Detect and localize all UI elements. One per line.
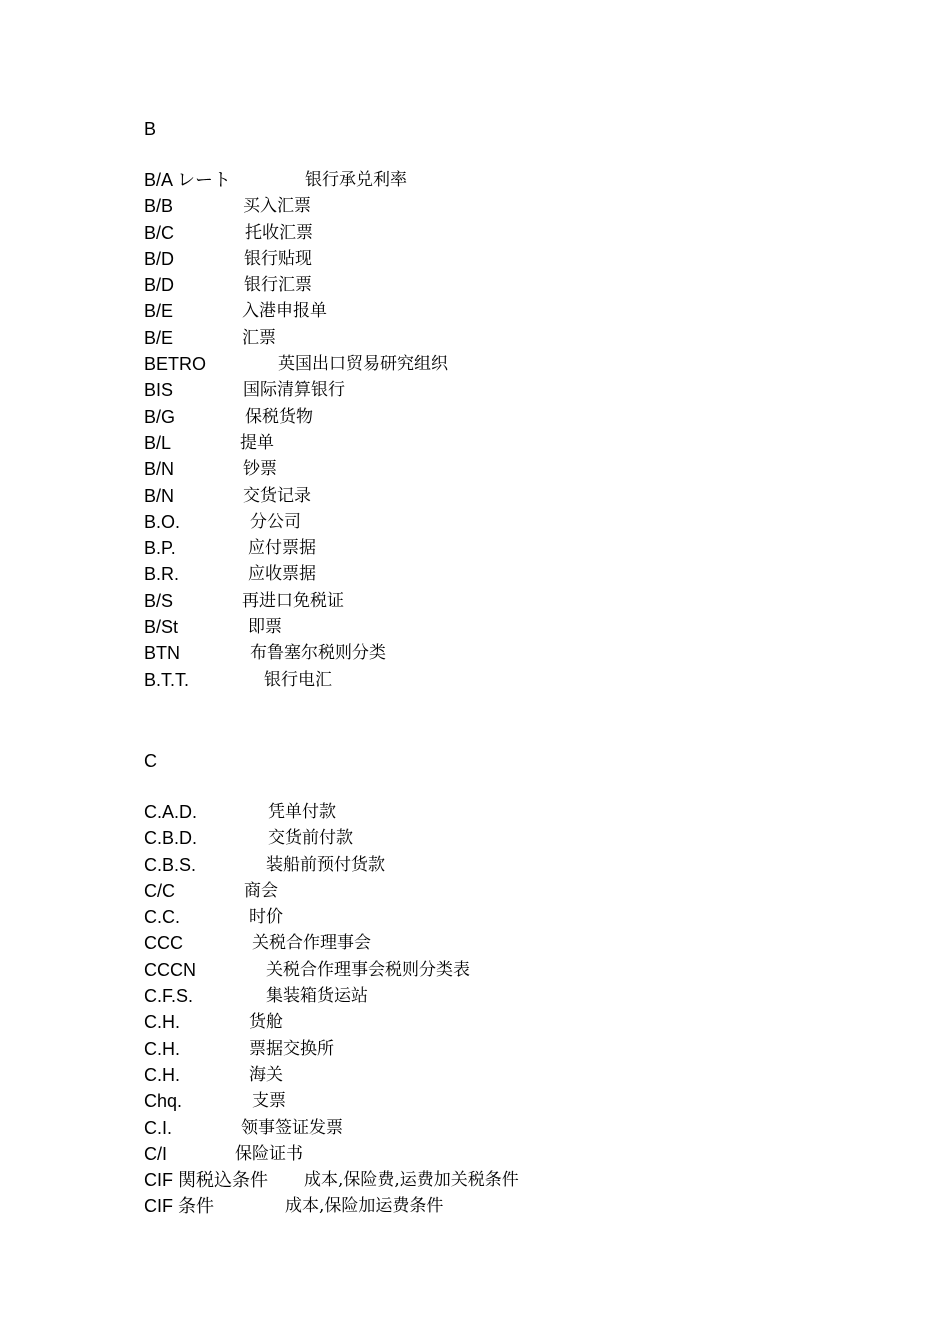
term: Chq. <box>144 1091 183 1112</box>
list-item <box>144 1009 844 1035</box>
meaning: 银行承兑利率 <box>305 170 407 190</box>
list-item <box>144 167 844 193</box>
list-item <box>144 325 844 351</box>
meaning: 再进口免税证 <box>242 590 344 611</box>
list-item <box>144 456 844 482</box>
meaning: 国际清算银行 <box>243 380 345 401</box>
list-item <box>144 614 844 640</box>
list-item <box>144 430 844 456</box>
term: B.P. <box>144 538 176 559</box>
meaning: 布鲁塞尔税则分类 <box>250 643 386 664</box>
term: B.T.T. <box>144 669 190 690</box>
list-item <box>144 878 844 904</box>
meaning: 海关 <box>249 1064 283 1085</box>
meaning: 成本,保险加运费条件 <box>285 1196 444 1217</box>
list-item <box>144 404 844 430</box>
list-item <box>144 193 844 219</box>
term: C.I. <box>144 1117 173 1138</box>
meaning: 交货前付款 <box>268 828 353 849</box>
list-item <box>144 220 844 246</box>
term: B/B <box>144 196 174 217</box>
term: B/E <box>144 327 174 348</box>
term: B/S <box>144 590 174 611</box>
list-item <box>144 272 844 298</box>
list-item <box>144 509 844 535</box>
term: CCCN <box>144 959 196 980</box>
meaning: 入港申报单 <box>242 301 327 322</box>
list-item <box>144 825 844 851</box>
term: B/G <box>144 406 176 427</box>
meaning: 装船前预付货款 <box>266 854 385 875</box>
meaning: 应付票据 <box>248 538 316 559</box>
list-item <box>144 483 844 509</box>
list-item <box>144 852 844 878</box>
list-item <box>144 561 844 587</box>
term: B.O. <box>144 511 181 532</box>
term: B/C <box>144 222 175 243</box>
term: B/St <box>144 617 179 638</box>
term: C.H. <box>144 1038 180 1059</box>
list-item <box>144 588 844 614</box>
list-item <box>144 1062 844 1088</box>
meaning: 支票 <box>252 1091 286 1112</box>
list-item <box>144 640 844 666</box>
section-c <box>144 748 844 1220</box>
term: BTN <box>144 643 180 664</box>
list-item <box>144 799 844 825</box>
list-item <box>144 298 844 324</box>
term: CCC <box>144 933 183 954</box>
meaning: 货舱 <box>249 1012 283 1033</box>
term: C.A.D. <box>144 802 198 822</box>
meaning: 分公司 <box>250 511 301 532</box>
term: B/N <box>144 459 175 480</box>
term: BETRO <box>144 354 207 375</box>
meaning: 保险证书 <box>235 1143 303 1164</box>
term: C/C <box>144 880 175 901</box>
term: CIF 条件 <box>144 1196 214 1217</box>
meaning: 领事签证发票 <box>241 1117 343 1138</box>
meaning: 凭单付款 <box>268 802 336 822</box>
term: C.F.S. <box>144 986 194 1007</box>
meaning: 保税货物 <box>245 406 313 427</box>
meaning: 汇票 <box>242 327 276 348</box>
meaning: 即票 <box>248 617 282 638</box>
list-item <box>144 1088 844 1114</box>
list-item <box>144 1141 844 1167</box>
term: B.R. <box>144 564 180 585</box>
meaning: 关税合作理事会税则分类表 <box>266 959 470 980</box>
section-letter: B <box>144 119 157 139</box>
term: B/E <box>144 301 174 322</box>
term: C.B.D. <box>144 828 198 849</box>
meaning: 钞票 <box>243 459 277 480</box>
term: B/L <box>144 432 172 453</box>
list-item <box>144 1036 844 1062</box>
term: B/A レート <box>144 170 232 190</box>
list-item <box>144 351 844 377</box>
meaning: 银行贴现 <box>244 248 312 269</box>
list-item <box>144 1167 844 1193</box>
list-item <box>144 930 844 956</box>
meaning: 集装箱货运站 <box>266 986 368 1007</box>
meaning: 商会 <box>244 880 278 901</box>
term: C/I <box>144 1143 168 1164</box>
term: BIS <box>144 380 174 401</box>
meaning: 托收汇票 <box>245 222 313 243</box>
meaning: 英国出口贸易研究组织 <box>278 354 448 375</box>
meaning: 票据交换所 <box>249 1038 334 1059</box>
list-item <box>144 983 844 1009</box>
section-letter: C <box>144 751 157 771</box>
list-item <box>144 246 844 272</box>
list-item <box>144 904 844 930</box>
term: C.B.S. <box>144 854 197 875</box>
list-item <box>144 957 844 983</box>
meaning: 买入汇票 <box>243 196 311 217</box>
list-item <box>144 377 844 403</box>
section-b <box>144 116 844 693</box>
term: B/N <box>144 485 175 506</box>
meaning: 应收票据 <box>248 564 316 585</box>
meaning: 交货记录 <box>243 485 311 506</box>
meaning: 提单 <box>240 432 274 453</box>
term: C.H. <box>144 1064 180 1085</box>
meaning: 成本,保险费,运费加关税条件 <box>304 1170 519 1191</box>
term: B/D <box>144 248 175 269</box>
list-item <box>144 535 844 561</box>
meaning: 银行电汇 <box>264 669 332 690</box>
list-item <box>144 667 844 693</box>
term: C.C. <box>144 907 180 928</box>
meaning: 时价 <box>249 907 283 928</box>
list-item <box>144 1115 844 1141</box>
meaning: 关税合作理事会 <box>252 933 371 954</box>
meaning: 银行汇票 <box>244 275 312 296</box>
term: C.H. <box>144 1012 180 1033</box>
term: B/D <box>144 275 175 296</box>
term: CIF 関税込条件 <box>144 1170 268 1191</box>
list-item <box>144 1193 844 1219</box>
